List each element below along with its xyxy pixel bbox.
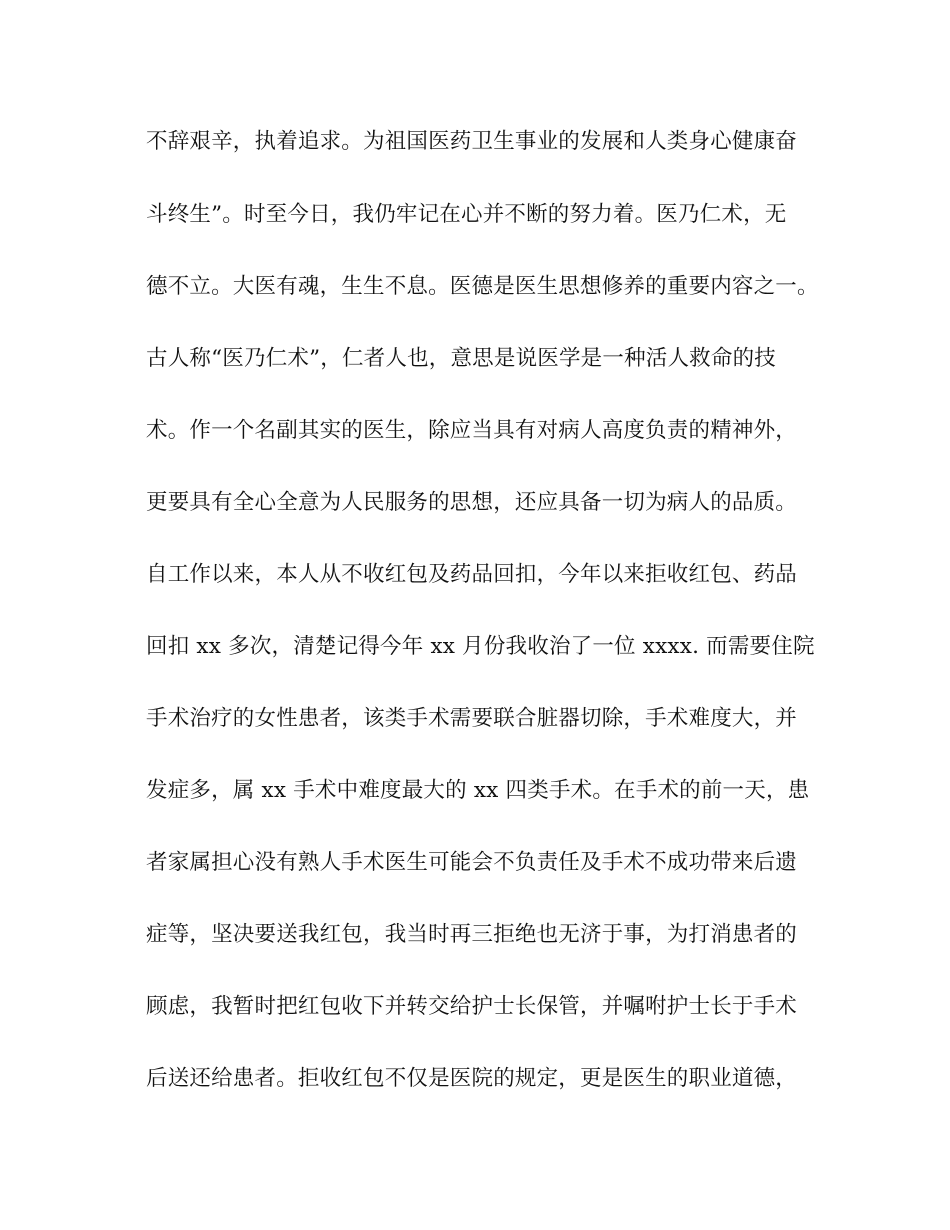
text-line-5: 术。作一个名副其实的医生，除应当具有对病人高度负责的精神外，	[146, 418, 798, 443]
text-line-8: 回扣 xx 多次，清楚记得今年 xx 月份我收治了一位 xxxx. 而需要住院	[146, 634, 815, 659]
text-line-7: 自工作以来，本人从不收红包及药品回扣，今年以来拒收红包、药品	[146, 562, 798, 587]
text-line-6: 更要具有全心全意为人民服务的思想，还应具备一切为病人的品质。	[146, 490, 798, 515]
text-line-10: 发症多，属 xx 手术中难度最大的 xx 四类手术。在手术的前一天，患	[146, 778, 810, 803]
text-line-4: 古人称“医乃仁术”，仁者人也，意思是说医学是一种活人救命的技	[146, 346, 776, 371]
text-line-12: 症等，坚决要送我红包，我当时再三拒绝也无济于事，为打消患者的	[146, 922, 798, 947]
text-line-13: 顾虑，我暂时把红包收下并转交给护士长保管，并嘱咐护士长于手术	[146, 994, 798, 1019]
text-line-3: 德不立。大医有魂，生生不息。医德是医生思想修养的重要内容之一。	[146, 274, 819, 299]
text-line-14: 后送还给患者。拒收红包不仅是医院的规定，更是医生的职业道德，	[146, 1066, 798, 1091]
text-line-11: 者家属担心没有熟人手术医生可能会不负责任及手术不成功带来后遗	[146, 850, 798, 875]
text-line-2: 斗终生”。时至今日，我仍牢记在心并不断的努力着。医乃仁术，无	[146, 202, 787, 227]
text-line-9: 手术治疗的女性患者，该类手术需要联合脏器切除，手术难度大，并	[146, 706, 798, 731]
text-line-1: 不辞艰辛，执着追求。为祖国医药卫生事业的发展和人类身心健康奋	[146, 129, 798, 154]
